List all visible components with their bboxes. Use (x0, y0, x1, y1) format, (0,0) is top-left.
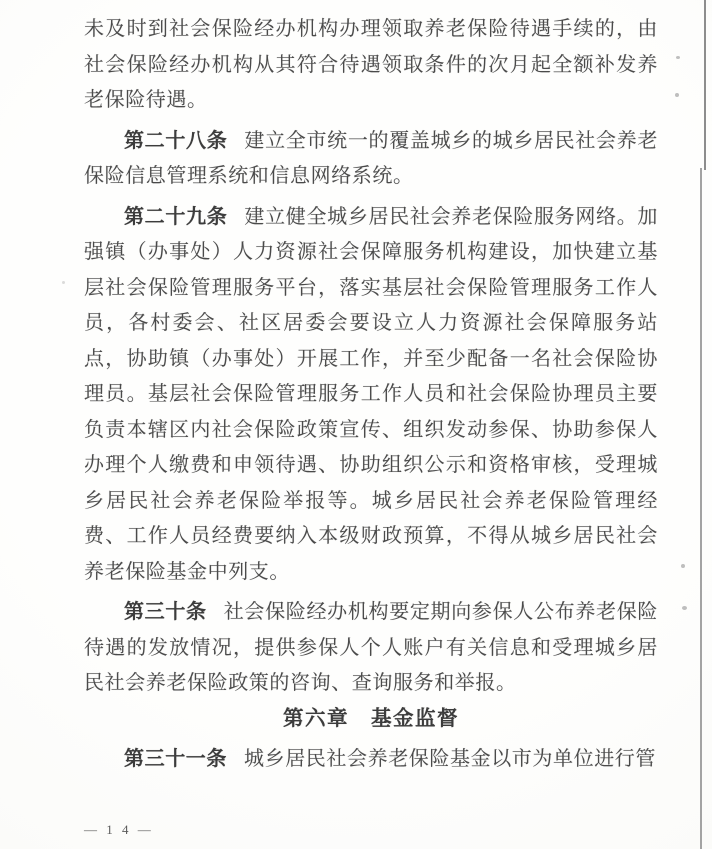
article-30-text: 社会保险经办机构要定期向参保人公布养老保险待遇的发放情况，提供参保人个人账户有关信息和受理城乡居民社会养老保险政策的咨询、查询服务和举报。 (84, 601, 658, 694)
text-column (84, 12, 658, 778)
article-31-paragraph (84, 742, 658, 778)
scan-edge-line (704, 0, 706, 170)
article-29-term: 第二十九条 (124, 205, 228, 228)
scan-speck (682, 606, 687, 610)
paragraph-continuation: 未及时到社会保险经办机构办理领取养老保险待遇手续的，由社会保险经办机构从其符合待遇领取条件的次月起全额补发养老保险待遇。 (84, 18, 658, 111)
chapter-heading: 第六章 基金监督 (283, 707, 459, 730)
article-28-paragraph (84, 124, 658, 195)
article-31-term: 第三十一条 (124, 748, 227, 770)
article-30-term: 第三十条 (124, 601, 207, 623)
scan-speck (681, 564, 685, 568)
article-28-text: 建立全市统一的覆盖城乡的城乡居民社会养老保险信息管理系统和信息网络系统。 (84, 129, 659, 187)
scan-speck (62, 281, 65, 284)
scan-speck (675, 93, 679, 97)
scan-speck (676, 56, 680, 59)
article-31-text: 城乡居民社会养老保险基金以市为单位进行管 (244, 748, 656, 770)
article-30-paragraph (84, 595, 658, 702)
article-28-term: 第二十八条 (124, 129, 228, 152)
page-number: — 1 4 — (84, 822, 154, 837)
article-29-text: 建立健全城乡居民社会养老保险服务网络。加强镇（办事处）人力资源社会保障服务机构建设，加快建立基层社会保险管理服务平台，落实基层社会保险管理服务工作人员，各村委会、社区居委会要设立人力资源社会保障服务站点，协助镇（办事处）开展工作，并至少配备一名社会保险协理员。基层社会保险管理服务工作人员和社会保险协理员主要负责本辖区内社会保险政策宣传、组织发动参保、协助参保人办理个人缴费和申领待遇、协助组织公示和资格审核，受理城乡居民社会养老保险举报等。城乡居民社会养老保险管理经费、工作人员经费要纳入本级财政预算，不得从城乡居民社会养老保险基金中列支。 (84, 205, 659, 583)
scan-edge-line (700, 168, 702, 849)
article-29-paragraph (84, 200, 658, 591)
